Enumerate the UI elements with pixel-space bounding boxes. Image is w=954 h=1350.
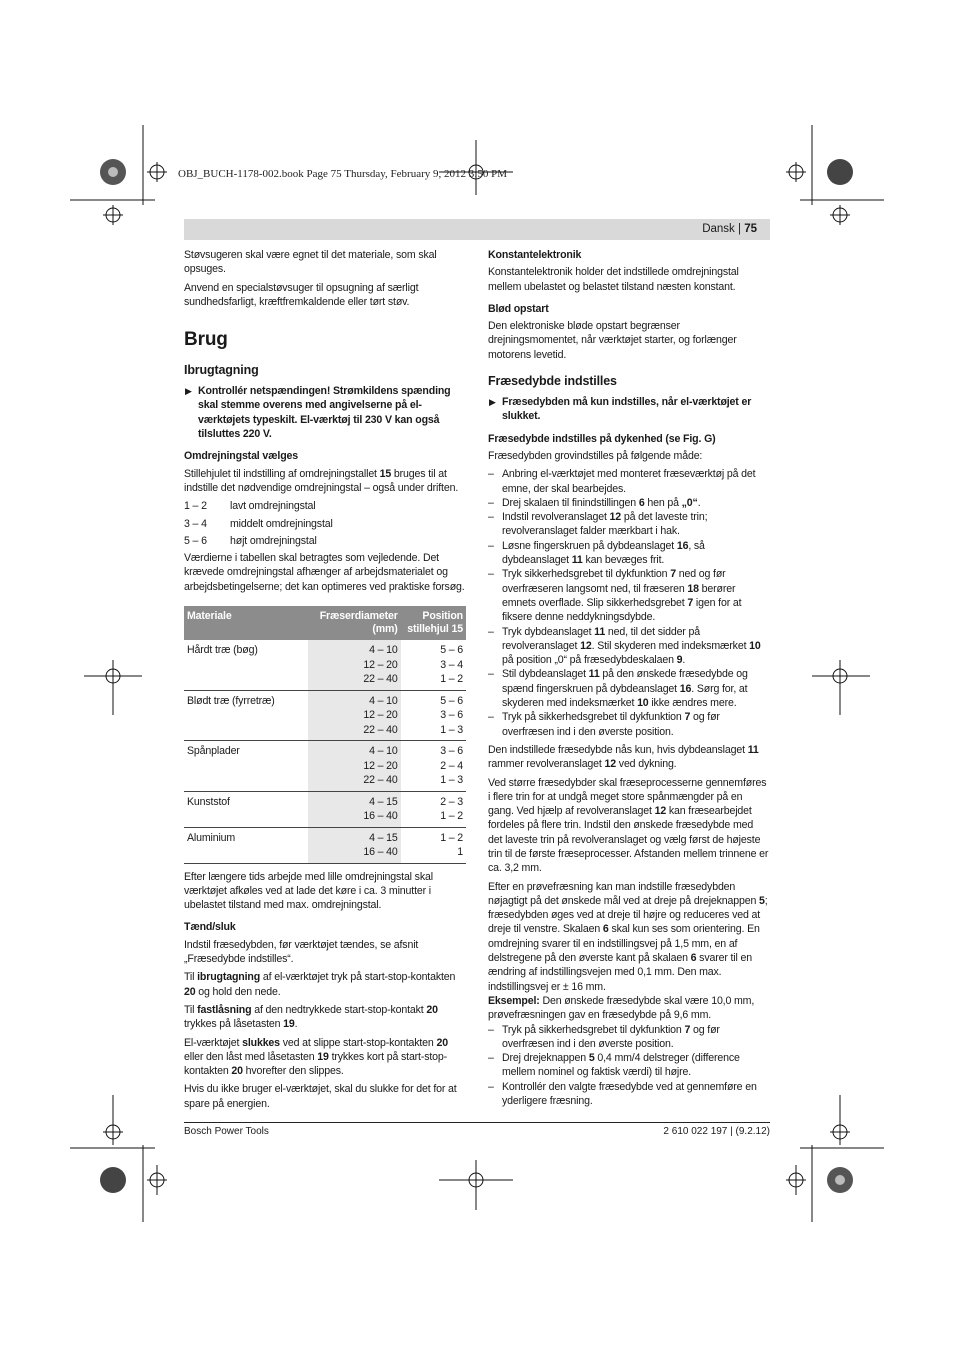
- text-segment: Stil dybdeanslaget: [502, 668, 589, 681]
- text-segment: 7: [684, 1023, 691, 1036]
- step-text: [502, 1081, 757, 1107]
- text-segment: 6: [602, 923, 609, 936]
- text-segment: 18: [687, 582, 699, 595]
- rpm-label: middelt omdrejningstal: [230, 517, 333, 530]
- dash-bullet: –: [488, 568, 494, 581]
- arrow-icon: ▶: [185, 386, 192, 397]
- text-segment: 10: [749, 639, 761, 652]
- table-header-material: Materiale: [184, 606, 308, 640]
- text-segment: 16: [676, 539, 689, 552]
- text-segment: Eksempel:: [488, 994, 540, 1007]
- step-text: [502, 468, 755, 494]
- text-segment: 7: [687, 596, 694, 609]
- text-segment: . Stil skyderen med indeksmærket: [591, 639, 750, 652]
- rpm-label: lavt omdrejningstal: [230, 500, 316, 513]
- text-segment: 12: [604, 758, 616, 771]
- dash-bullet: –: [488, 1052, 494, 1065]
- text-segment: 12: [654, 805, 667, 818]
- table-cell-position: 5 – 6 3 – 4 1 – 2: [401, 640, 466, 690]
- dash-bullet: –: [488, 1080, 494, 1093]
- list-item: [488, 710, 770, 739]
- table-cell-material: Hårdt træ (bøg): [184, 640, 308, 690]
- rpm-range: 3 – 4: [184, 517, 207, 530]
- paragraph: Efter længere tids arbejde med lille omdrejningstal skal værktøjet afkøles ved at lade det køre i ca. 3 minutter i ubelastet tilstand med max. omdrejningstal.: [184, 870, 433, 912]
- list-item: [488, 667, 770, 710]
- list-item: [184, 517, 466, 531]
- text-segment: 12: [580, 639, 592, 652]
- list-item: [488, 567, 770, 624]
- table-cell-position: 2 – 3 1 – 2: [401, 791, 466, 827]
- paragraph: Konstantelektronik holder det indstillede omdrejningstal mellem ubelastet og belastet tilstand næsten konstant.: [488, 266, 739, 293]
- text-segment: 6: [690, 952, 697, 965]
- text-segment: berører emnets overflade. Slip sikkerhedsgrebet: [502, 582, 736, 609]
- table-cell-diameter: 4 – 10 12 – 20 22 – 40: [308, 690, 401, 741]
- warning-item: ▶ Kontrollér netspændingen! Strømkildens spænding skal stemme overens med angivelserne på el-værktøjets typeskilt. El-værktøj til 230 V kan også tilsluttes 220 V.: [185, 385, 451, 441]
- text-segment: Drej skalaen til finindstillingen: [502, 496, 639, 509]
- paragraph: El-værktøjet slukkes ved at slippe start-stop-kontakten 20 eller den låst med låsetasten 19 trykkes kort på start-stop-kontakten 20 hvorefter den slippes.: [184, 1036, 448, 1078]
- footer-docnum: 2 610 022 197 | (9.2.12): [663, 1126, 770, 1137]
- text-segment: svarer til en ændring af indstillingsvejen med 0,1 mm. Den max. indstillingsvej er ± 16 mm.: [488, 952, 752, 993]
- text-segment: 5: [759, 894, 765, 907]
- text-segment: Tryk på sikkerhedsgrebet til dykfunktion: [502, 711, 685, 724]
- table-cell-diameter: 4 – 10 12 – 20 22 – 40: [308, 640, 401, 690]
- footer-brand: Bosch Power Tools: [184, 1126, 269, 1137]
- text-segment: på den ønskede fræsedybde og spænd fingerskruen på dybdeanslaget: [502, 668, 748, 695]
- text-segment: „0“: [681, 496, 698, 509]
- table-cell-material: Spånplader: [184, 741, 308, 792]
- text-segment: på position „0“ på fræsedybdeskalaen: [502, 654, 677, 667]
- paragraph: Stillehjulet til indstilling af omdrejningstallet 15 bruges til at indstille det nødvendige omdrejningstal – også under driften.: [184, 467, 459, 494]
- paragraph: Hvis du ikke bruger el-værktøjet, skal du slukke for det for at spare på energien.: [184, 1083, 457, 1110]
- paragraph: [488, 743, 770, 772]
- left-column: [184, 248, 466, 1115]
- text-segment: 16: [679, 682, 692, 695]
- dash-bullet: –: [488, 511, 494, 524]
- text-segment: rammer revolveranslaget: [488, 758, 605, 771]
- right-column: [488, 248, 770, 1108]
- arrow-icon: ▶: [489, 397, 496, 408]
- list-item: [488, 1051, 770, 1080]
- text-segment: Efter en prøvefræsning kan man indstille fræsedybden nøjagtigt på det ønskede mål ved at dreje på drejeknappen: [488, 880, 760, 907]
- text-segment: ; fræsedybden øges ved at dreje til højre og reduceres ved at dreje til venstre. Skalaen: [488, 894, 768, 936]
- text-segment: 5: [588, 1052, 595, 1065]
- paragraph: Til ibrugtagning af el-værktøjet tryk på start-stop-kontakten 20 og hold den nede.: [184, 971, 456, 998]
- text-segment: 11: [588, 668, 600, 681]
- list-item: [488, 539, 770, 568]
- paragraph: Anvend en specialstøvsuger til opsugning af særligt sundhedsfarligt, kræftfremkaldende eller tørt støv.: [184, 281, 419, 308]
- print-slug: OBJ_BUCH-1178-002.book Page 75 Thursday, February 9, 2012 3:50 PM: [178, 168, 507, 180]
- rpm-range: 1 – 2: [184, 500, 207, 513]
- step-text: [502, 711, 720, 737]
- list-item: [488, 625, 770, 668]
- rpm-range: 5 – 6: [184, 534, 207, 547]
- text-segment: ved dykning.: [616, 758, 677, 771]
- table-cell-diameter: 4 – 15 16 – 40: [308, 791, 401, 827]
- table-cell-position: 5 – 6 3 – 6 1 – 3: [401, 690, 466, 741]
- text-segment: Drej drejeknappen: [502, 1052, 589, 1065]
- text-segment: 11: [571, 554, 583, 567]
- list-item: [184, 534, 466, 548]
- table-cell-material: Aluminium: [184, 827, 308, 863]
- section-heading-brug: Brug: [184, 329, 228, 351]
- dash-bullet: –: [488, 496, 494, 509]
- text-segment: kan bevæges frit.: [582, 554, 665, 567]
- dash-bullet: –: [488, 625, 494, 638]
- text-segment: Tryk på sikkerhedsgrebet til dykfunktion: [502, 1023, 685, 1036]
- text-segment: ikke ændres mere.: [648, 697, 737, 710]
- subheading-taend-sluk: Tænd/sluk: [184, 921, 236, 934]
- text-segment: og før overfræsen ind i den øverste position.: [502, 711, 720, 738]
- text-segment: 11: [747, 743, 759, 756]
- paragraph: Den elektroniske bløde opstart begrænser drejningsmomentet, når værktøjet starter, og forlænger motorens levetid.: [488, 320, 737, 361]
- text-segment: Løsne fingerskruen på dybdeanslaget: [502, 539, 677, 552]
- text-segment: 11: [594, 625, 606, 638]
- text-segment: , så dybdeanslaget: [502, 539, 705, 567]
- step-text: [502, 540, 705, 566]
- step-text: [502, 497, 701, 509]
- warning-item: ▶ Fræsedybden må kun indstilles, når el-værktøjet er slukket.: [489, 396, 752, 423]
- text-segment: Kontrollér den valgte fræsedybde ved at gennemføre en yderligere fræsning.: [502, 1080, 757, 1108]
- text-segment: 7: [670, 568, 676, 581]
- text-segment: Anbring el-værktøjet med monteret fræseværktøj på det emne, der skal bearbejdes.: [502, 468, 756, 495]
- text-segment: 12: [609, 511, 622, 524]
- table-row: [184, 741, 466, 792]
- text-segment: på det laveste trin; revolveranslaget falder mærkbart i hak.: [502, 511, 708, 538]
- text-segment: .: [697, 496, 701, 509]
- subheading-blod-opstart: Blød opstart: [488, 302, 549, 315]
- text-segment: 0,4 mm/4 delstreger (difference mellem nominel og faktisk værdi) til højre.: [502, 1052, 740, 1079]
- text-segment: 7: [684, 711, 691, 724]
- text-segment: Indstil revolveranslaget: [502, 511, 610, 524]
- text-segment: Den ønskede fræsedybde skal være 10,0 mm, prøvefræsningen gav en fræsedybde på 9,6 mm.: [488, 994, 755, 1022]
- list-item: [488, 496, 770, 510]
- dash-bullet: –: [488, 711, 494, 724]
- text-segment: og før overfræsen ind i den øverste position.: [502, 1023, 720, 1050]
- paragraph: [488, 880, 770, 994]
- table-cell-diameter: 4 – 10 12 – 20 22 – 40: [308, 741, 401, 792]
- table-cell-material: Blødt træ (fyrretræ): [184, 690, 308, 741]
- steps-list: [488, 1023, 770, 1109]
- paragraph: [488, 776, 770, 876]
- text-segment: Tryk dybdeanslaget: [502, 625, 595, 638]
- page-header: [184, 219, 770, 240]
- text-segment: Den indstillede fræsedybde nås kun, hvis dybdeanslaget: [488, 743, 748, 756]
- table-cell-position: 3 – 6 2 – 4 1 – 3: [401, 741, 466, 792]
- table-row: [184, 827, 466, 863]
- text-segment: . Sørg for, at skyderen med indeksmærket: [502, 682, 748, 710]
- table-cell-diameter: 4 – 15 16 – 40: [308, 827, 401, 863]
- text-segment: skal kun ses som orientering. En omdrejning svarer til en indstillingsvej på 1,5 mm, en af delstregene på den øverste kant på skalaen: [488, 923, 760, 965]
- table-row: [184, 690, 466, 741]
- list-item: [488, 467, 770, 496]
- step-text: [502, 511, 707, 537]
- rpm-label: højt omdrejningstal: [230, 534, 317, 547]
- paragraph: [488, 994, 770, 1023]
- text-segment: igen for at fiksere denne neddykningsdybde.: [502, 596, 742, 624]
- paragraph: Værdierne i tabellen skal betragtes som vejledende. Det krævede omdrejningstal afhænger af arbejdsmaterialet og arbejdsbetingelserne; det kan optimeres ved praktiske forsøg.: [184, 552, 465, 593]
- text-segment: Ved større fræsedybder skal fræseprocesserne gennemføres i flere trin for at undgå meget store spånmængder på en gang. Ved hjælp af revolveranslaget: [488, 776, 767, 818]
- dash-bullet: –: [488, 539, 494, 552]
- step-text: [502, 568, 741, 623]
- subheading-omdrejningstal: Omdrejningstal vælges: [184, 450, 299, 463]
- list-item: [488, 510, 770, 539]
- list-item: [488, 1080, 770, 1109]
- paragraph: Fræsedybden grovindstilles på følgende måde:: [488, 449, 703, 462]
- dash-bullet: –: [488, 1023, 494, 1036]
- text-segment: .: [682, 654, 686, 667]
- paragraph: Indstil fræsedybden, før værktøjet tændes, se afsnit „Fræsedybde indstilles“.: [184, 938, 419, 966]
- step-text: [502, 668, 748, 709]
- list-item: [184, 499, 466, 513]
- step-text: [502, 1052, 740, 1078]
- step-text: [502, 626, 761, 667]
- table-header-diameter: Fræserdiameter (mm): [308, 606, 401, 640]
- paragraph: Støvsugeren skal være egnet til det materiale, som skal opsuges.: [184, 249, 437, 276]
- text-segment: ned, til det sidder på revolveranslaget: [502, 625, 700, 652]
- text-segment: 10: [637, 697, 649, 710]
- text-segment: kan fræsearbejdet fordeles på flere trin. Indstil den ønskede fræsedybde med det laveste trin på revolveranslaget og vælg først de højeste trin til de første fræseprocesser. Afstanden mellem trinnene er ca. 3,2 mm.: [488, 805, 769, 875]
- text-segment: ned og før overfræseren langsomt ned, til fræseren: [502, 568, 726, 595]
- text-segment: 6: [638, 496, 645, 509]
- text-segment: 9: [676, 654, 683, 667]
- subheading-ibrugtagning: Ibrugtagning: [184, 363, 259, 378]
- dash-bullet: –: [488, 668, 494, 681]
- subheading-konstantelektronik: Konstantelektronik: [488, 249, 582, 261]
- list-item: [488, 1023, 770, 1052]
- dash-bullet: –: [488, 468, 494, 481]
- paragraph: Til fastlåsning af den nedtrykkede start-stop-kontakt 20 trykkes på låsetasten 19.: [184, 1003, 438, 1031]
- text-segment: Tryk sikkerhedsgrebet til dykfunktion: [502, 568, 671, 581]
- table-row: [184, 791, 466, 827]
- footer-rule: [184, 1122, 770, 1123]
- table-header-position: Position stillehjul 15: [401, 606, 466, 640]
- subheading-fraesedybde: Fræsedybde indstilles: [488, 374, 617, 389]
- speed-table: [184, 606, 466, 864]
- text-segment: hen på: [644, 496, 682, 509]
- table-row: [184, 640, 466, 690]
- table-cell-material: Kunststof: [184, 791, 308, 827]
- table-cell-position: 1 – 2 1: [401, 827, 466, 863]
- subheading-dykenhed: Fræsedybde indstilles på dykenhed (se Fig. G): [488, 432, 716, 445]
- page-number-label: Dansk | 75: [702, 223, 757, 235]
- rpm-list: [184, 499, 466, 548]
- step-text: [502, 1024, 720, 1050]
- steps-list: [488, 467, 770, 739]
